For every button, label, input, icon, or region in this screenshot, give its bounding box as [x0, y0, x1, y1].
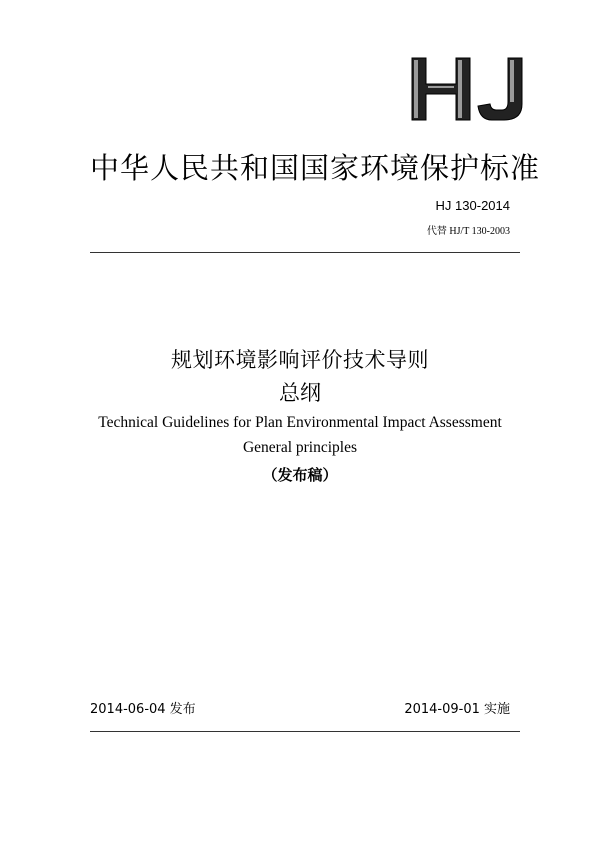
standard-number: HJ 130-2014 — [435, 198, 510, 213]
bottom-divider — [90, 731, 520, 732]
organization-title: 中华人民共和国国家环境保护标准 — [90, 151, 541, 185]
top-divider — [90, 252, 520, 253]
draft-note: （发布稿） — [262, 466, 338, 484]
title-chinese: 规划环境影响评价技术导则 — [171, 348, 429, 372]
hj-logo — [408, 52, 530, 124]
subtitle-english: General principles — [242, 439, 358, 456]
replaces-standard: 代替 HJ/T 130-2003 — [426, 226, 510, 237]
issue-date: 2014-06-04 发布 — [90, 702, 196, 717]
effective-date: 2014-09-01 实施 — [404, 702, 510, 717]
subtitle-chinese: 总纲 — [279, 381, 321, 405]
hj-logo-mark — [408, 52, 530, 124]
title-english: Technical Guidelines for Plan Environmental Impact Assessment — [98, 414, 502, 431]
